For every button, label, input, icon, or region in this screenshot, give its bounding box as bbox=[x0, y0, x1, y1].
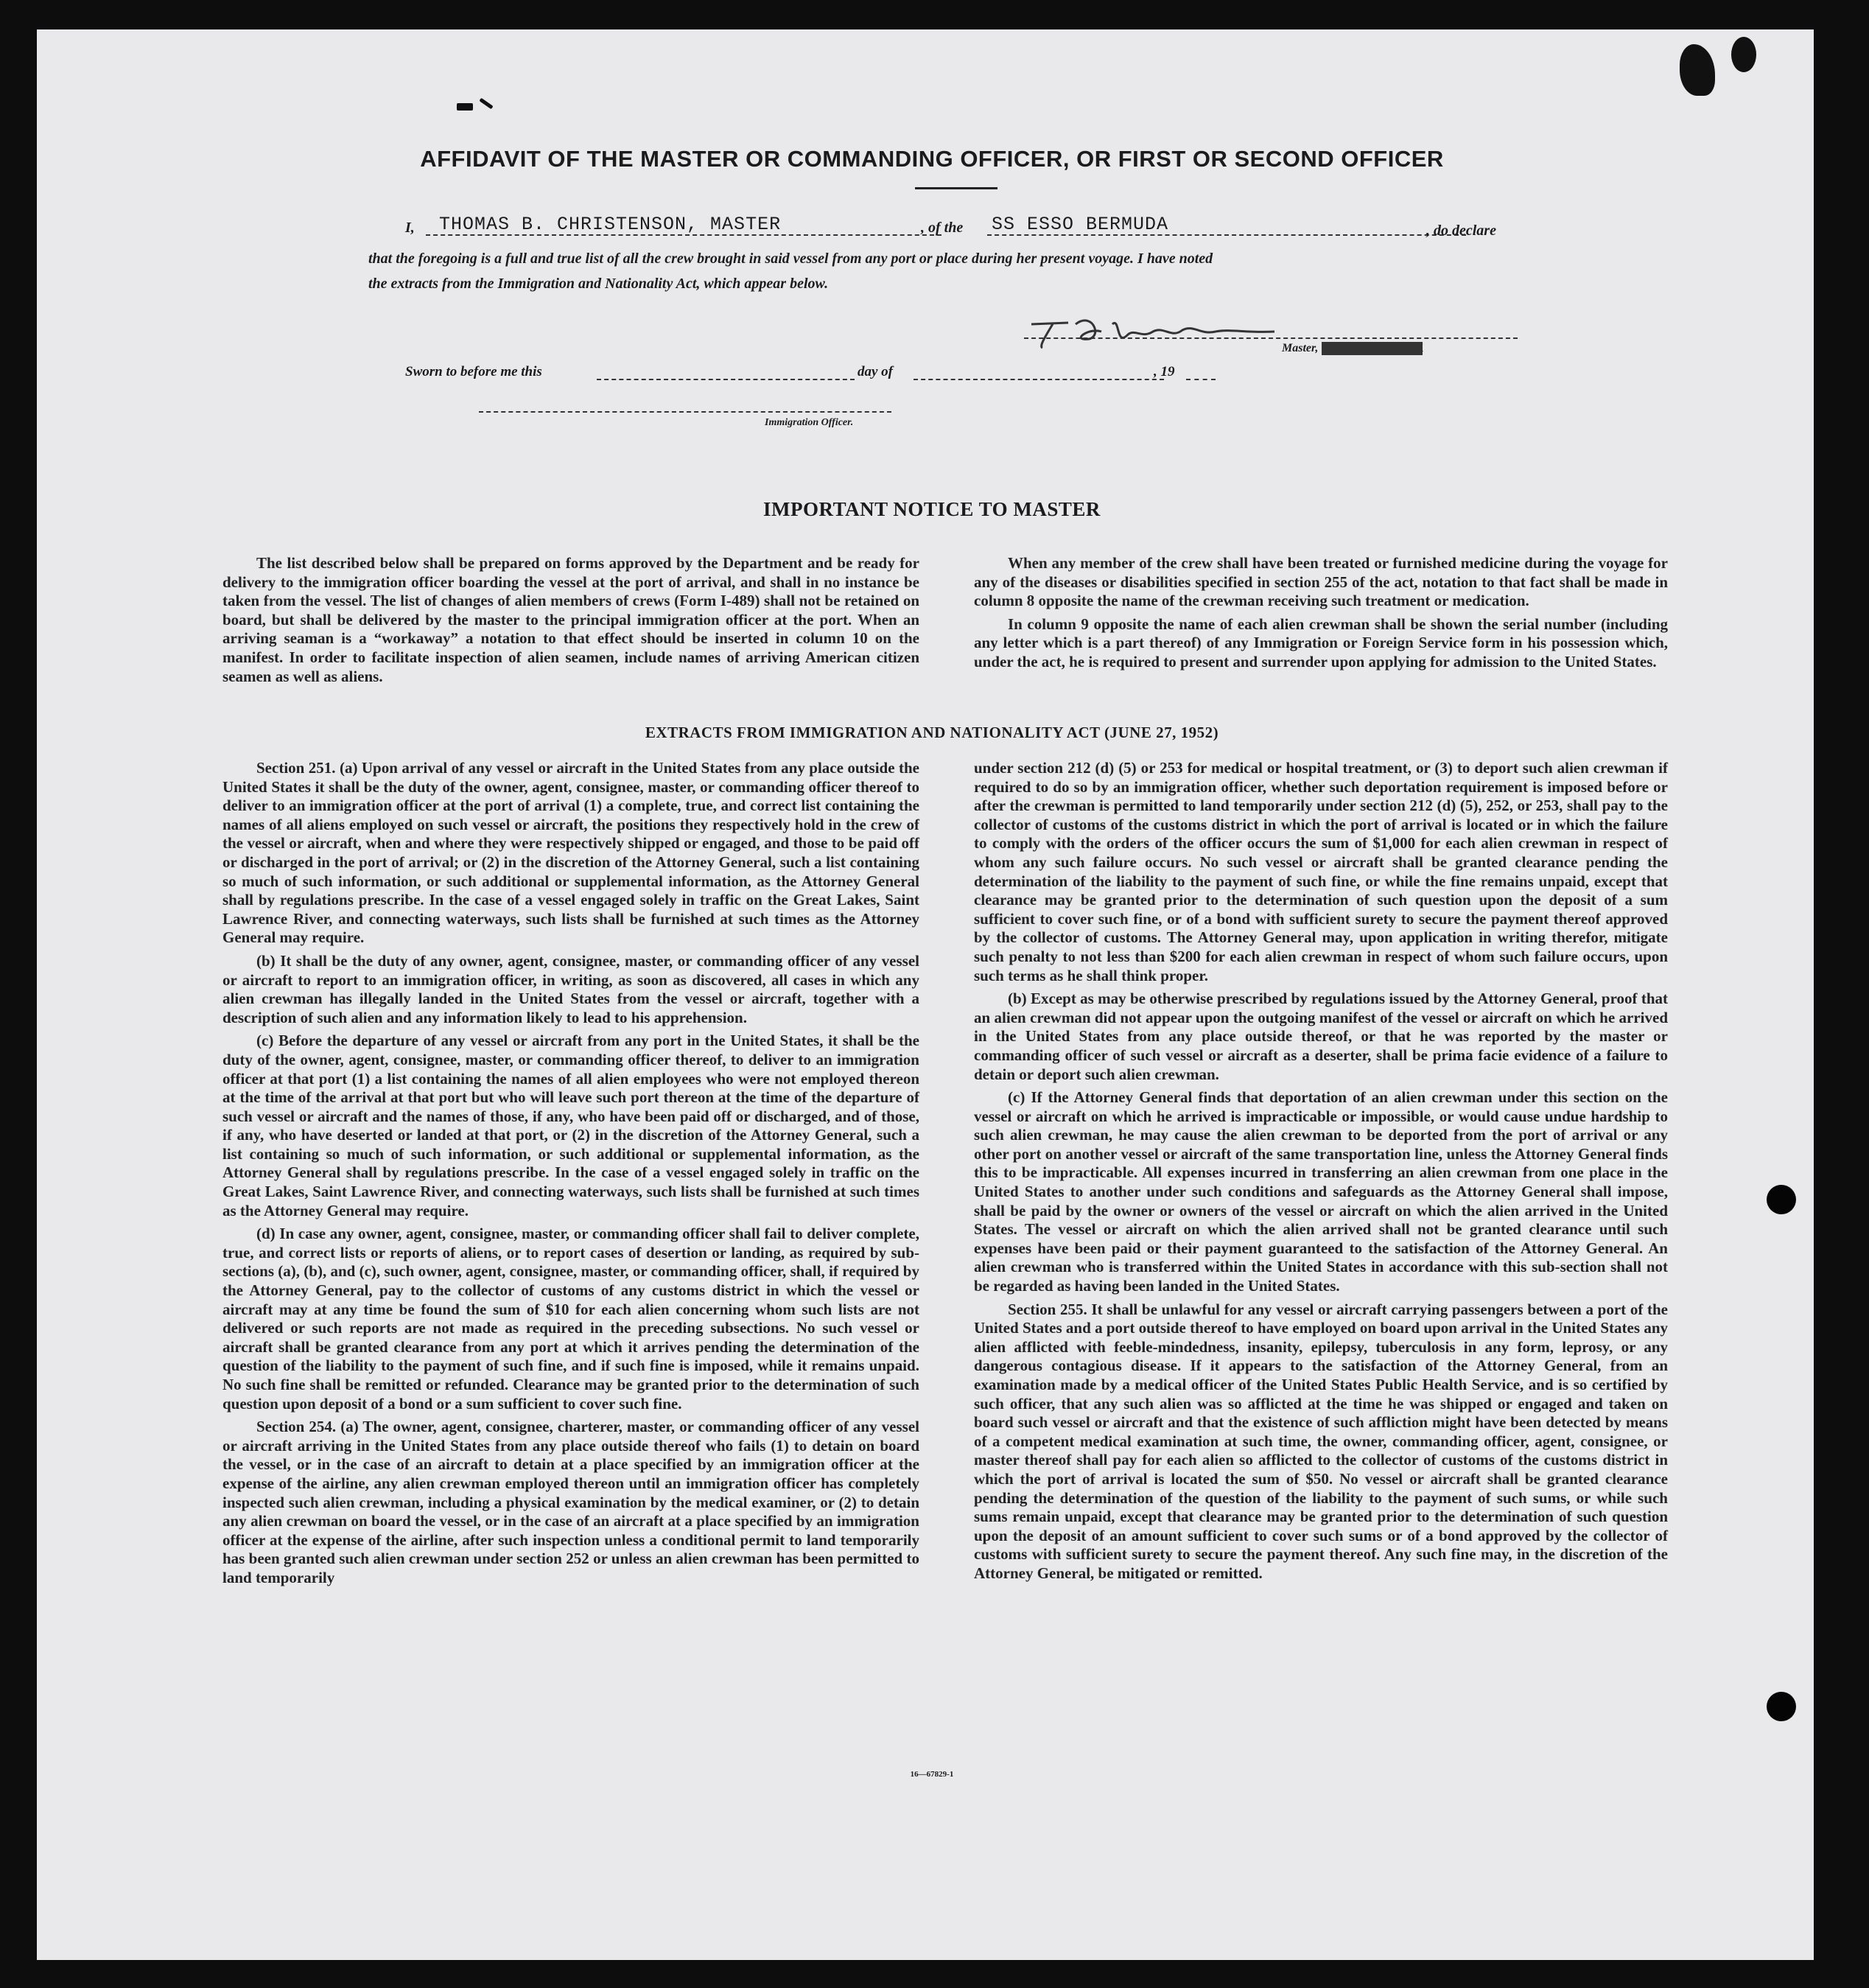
extracts-heading: EXTRACTS FROM IMMIGRATION AND NATIONALITY ACT (JUNE 27, 1952) bbox=[645, 724, 1219, 741]
master-label: Master, bbox=[1282, 342, 1319, 354]
declaration-text-line-2: that the foregoing is a full and true list of all the crew brought in said vessel from any port or place during her present voyage. I have noted bbox=[368, 251, 1213, 267]
scan-mark bbox=[1731, 37, 1756, 72]
notice-paragraph: The list described below shall be prepared on forms approved by the Department and be ready for delivery to the immigration officer boarding the vessel at the port of arrival, and shall in no instance be taken from the vessel. The list of changes of alien members of crews (Form I-489) shall not be retained on board, but shall be delivered by the master to the principal immigration officer at the port. When an arriving seaman is a “workaway” a notation to that effect should be inserted in column 10 on the manifest. In order to facilitate inspection of alien seamen, include names of arriving American citizen seamen as well as aliens. bbox=[222, 554, 919, 685]
master-name: THOMAS B. CHRISTENSON, MASTER bbox=[439, 214, 782, 235]
notice-right-column bbox=[974, 554, 1668, 672]
extract-paragraph: (d) In case any owner, agent, consignee, master, or commanding officer shall fail to deliver complete, true, and correct lists or reports of aliens, or to report cases of desertion or landing, as required by sub-sections (a), (b), and (c), such owner, agent, consignee, master, or commanding officer, shall, if required by the Attorney General, pay to the collector of customs of any customs district in which the vessel or aircraft may at any time be found the sum of $10 for each alien concerning whom such lists are not delivered or such reports are not made as required in the preceding subsections. No such vessel or aircraft shall be granted clearance from any port at which it arrives pending the determination of the question of the liability to the payment of such fine, and if such fine is imposed, while it remains unpaid. No such fine shall be remitted or refunded. Clearance may be granted prior to the determination of such question upon deposit of a bond or a sum sufficient to cover such fine. bbox=[222, 1225, 919, 1413]
document-page bbox=[37, 29, 1827, 1960]
punch-hole bbox=[1767, 1185, 1796, 1214]
struck-out-officer-titles: XXXXXXXXXXXXX bbox=[1322, 342, 1423, 354]
day-of-label: day of bbox=[858, 364, 894, 379]
signature-line bbox=[1024, 337, 1518, 339]
form-number: 16—67829-1 bbox=[910, 1770, 954, 1779]
notice-paragraph: When any member of the crew shall have been treated or furnished medicine during the voyage for any of the diseases or disabilities specified in section 255 of the act, notation to that fact shall be made in column 8 opposite the name of the crewman receiving such treatment or medication. bbox=[974, 554, 1668, 610]
master-signature bbox=[1024, 302, 1289, 354]
extract-paragraph: Section 251. (a) Upon arrival of any vessel or aircraft in the United States from any place outside the United States it shall be the duty of the owner, agent, consignee, master, or commanding officer thereof to deliver to an immigration officer at the port of arrival (1) a complete, true, and correct list containing the names of all aliens employed on such vessel or aircraft, the positions they respectively hold in the crew of the vessel or aircraft, when and where they were respectively shipped or engaged, and those to be paid off or discharged in the port of arrival; or (2) in the discretion of the Attorney General, such a list containing so much of such information, or such additional or supplemental information, as the Attorney General shall by regulations prescribe. In the case of a vessel engaged solely in traffic on the Great Lakes, Saint Lawrence River, and connecting waterways, such lists shall be furnished at such times as the Attorney General may require. bbox=[222, 759, 919, 947]
scan-mark bbox=[479, 98, 493, 110]
notice-left-column bbox=[222, 554, 919, 686]
extract-paragraph: Section 255. It shall be unlawful for any vessel or aircraft carrying passengers between a port of the United States and a port outside thereof to have employed on board upon arrival in the United States any alien afflicted with feeble-mindedness, insanity, epilepsy, tuberculosis in any form, leprosy, or any dangerous contagious disease. If it appears to the satisfaction of the Attorney General, from an examination made by a medical officer of the United States Public Health Service, and is so certified by such officer, that any such alien was so afflicted at the time he was shipped or engaged and taken on board such vessel or aircraft and that the existence of such affliction might have been detected by means of a competent medical examination at such time, the owner, commanding officer, agent, consignee, or master thereof shall pay for each alien so afflicted to the collector of customs of the customs district in which the port of arrival is located the sum of $50. No vessel or aircraft shall be granted clearance pending the determination of the question of the liability to the payment of such sums, or while such sums remain unpaid, except that clearance may be granted prior to the determination of such question upon the deposit of an amount sufficient to cover such sums or of a bond approved by the collector of customs with sufficient surety to secure the payment thereof. Any such fine may, in the discretion of the Attorney General, be mitigated or remitted. bbox=[974, 1300, 1668, 1582]
notice-heading: IMPORTANT NOTICE TO MASTER bbox=[763, 498, 1101, 520]
page-border bbox=[1814, 29, 1827, 1960]
vessel-line bbox=[987, 234, 1466, 236]
year-line bbox=[1186, 379, 1216, 380]
notice-paragraph: In column 9 opposite the name of each alien crewman shall be shown the serial number (including any letter which is a part thereof) of any Immigration or Foreign Service form in his possession which, under the act, he is required to present and surrender upon applying for admission to the United States. bbox=[974, 615, 1668, 671]
extract-paragraph: (c) If the Attorney General finds that deportation of an alien crewman under this section on the vessel or aircraft on which he arrived is impracticable or impossible, or would cause undue hardship to such alien crewman, he may cause the alien crewman to be deported from the port of arrival or any other port on another vessel or aircraft of the same transportation line, unless the Attorney General finds this to be impracticable. All expenses incurred in transferring an alien crewman from one place in the United States to another under such conditions and safeguards as the Attorney General shall impose, shall be paid by the owner or owners of the vessel or aircraft on which the alien arrived in the United States. The vessel or aircraft on which the alien arrived shall not be granted clearance until such expenses have been paid or their payment guaranteed to the satisfaction of the Attorney General. An alien crewman who is transferred within the United States in accordance with this sub-section shall not be regarded as having been landed in the United States. bbox=[974, 1088, 1668, 1295]
month-line bbox=[914, 379, 1164, 380]
declaration-of-the: , of the bbox=[921, 220, 964, 236]
extract-paragraph: (b) It shall be the duty of any owner, agent, consignee, master, or commanding officer of any vessel or aircraft to report to an immigration officer, in writing, as soon as discovered, all cases in which any alien crewman has illegally landed in the United States from the vessel or aircraft, together with a description of such alien and any information likely to lead to his apprehension. bbox=[222, 951, 919, 1026]
declaration-text-line-3: the extracts from the Immigration and Nationality Act, which appear below. bbox=[368, 276, 829, 292]
declaration-do-declare: , do declare bbox=[1426, 223, 1496, 239]
officer-signature-line bbox=[479, 411, 891, 413]
sworn-date-line bbox=[597, 379, 855, 380]
punch-hole bbox=[1767, 1692, 1796, 1721]
name-line bbox=[426, 234, 941, 236]
extract-paragraph: under section 212 (d) (5) or 253 for medical or hospital treatment, or (3) to deport such alien crewman if required to do so by an immigration officer, whether such deportation requirement is imposed before or after the crewman is permitted to land temporarily under section 212 (d) (5), 252, or 253, shall pay to the collector of customs of the customs district in which the port of arrival is located or in which the failure to comply with the orders of the officer occurs the sum of $1,000 for each alien crewman in respect of whom any such failure occurs. No such vessel or aircraft shall be granted clearance pending the determination of the liability to the payment of such fine, or while the fine remains unpaid, except that clearance may be granted prior to the determination of such question upon the deposit of a sum sufficient to cover such fine, or of a bond with sufficient surety to secure the payment thereof approved by the collector of customs. The Attorney General may, upon application in writing therefor, mitigate such penalty to not less than $200 for each alien crewman in respect of whom such failure occurs, upon such terms as he shall think proper. bbox=[974, 759, 1668, 984]
extract-paragraph: (b) Except as may be otherwise prescribed by regulations issued by the Attorney General, proof that an alien crewman did not appear upon the outgoing manifest of the vessel or aircraft on which he arrived in the United States from any place outside thereof, or that he was reported by the master or commanding officer of such vessel or aircraft as a deserter, shall be prima facie evidence of a failure to detain or deport such alien crewman. bbox=[974, 990, 1668, 1083]
extracts-right-column bbox=[974, 759, 1668, 1583]
extract-paragraph: Section 254. (a) The owner, agent, consignee, charterer, master, or commanding officer of any vessel or aircraft arriving in the United States from any place outside thereof who fails (1) to detain on board the vessel, or in the case of an aircraft to detain at a place specified by an immigration officer at the expense of the airline, any alien crewman employed thereon until an immigration officer has completely inspected such alien crewman, including a physical examination by the medical examiner, or (2) to detain any alien crewman on board the vessel, or in the case of an aircraft at a place specified by an immigration officer at the expense of the airline, after such inspection unless a conditional permit to land temporarily has been granted such alien crewman under section 252 or unless an alien crewman has been permitted to land temporarily bbox=[222, 1418, 919, 1586]
document-title: AFFIDAVIT OF THE MASTER OR COMMANDING OFFICER, OR FIRST OR SECOND OFFICER bbox=[420, 146, 1444, 172]
year-prefix: , 19 bbox=[1154, 364, 1175, 379]
extract-paragraph: (c) Before the departure of any vessel or aircraft from any port in the United States, it shall be the duty of the owner, agent, consignee, master, or commanding officer thereof, to deliver to an immigration officer at that port (1) a list containing the names of all alien employees who were not employed thereon at the time of the arrival at that port but who will leave such port thereon at the time of the departure of such vessel or aircraft and the names of those, if any, who have been paid off or discharged, and of those, if any, who have deserted or landed at that port, or (2) in the discretion of the Attorney General, such a list containing so much of such information, or such additional or supplemental information, as the Attorney General shall by regulations prescribe. In the case of a vessel engaged solely in traffic on the Great Lakes, Saint Lawrence River, and connecting waterways, such lists shall be furnished at such times as the Attorney General may require. bbox=[222, 1032, 919, 1219]
vessel-name: SS ESSO BERMUDA bbox=[992, 214, 1169, 235]
scan-mark bbox=[457, 103, 473, 111]
sworn-label: Sworn to before me this bbox=[405, 364, 542, 379]
declaration-prefix: I, bbox=[405, 220, 415, 236]
immigration-officer-label: Immigration Officer. bbox=[765, 417, 854, 428]
scan-mark bbox=[1680, 44, 1715, 96]
title-rule bbox=[915, 187, 997, 189]
extracts-left-column bbox=[222, 759, 919, 1588]
